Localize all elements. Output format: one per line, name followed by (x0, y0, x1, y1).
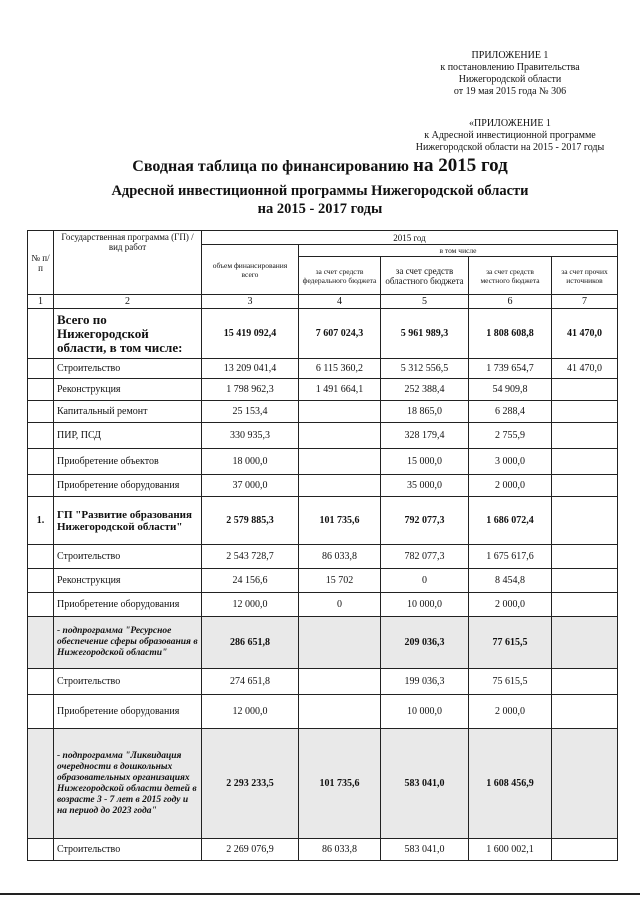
cell-local: 8 454,8 (469, 569, 552, 593)
row-no (28, 309, 54, 359)
cell-other (552, 695, 618, 729)
table-row (28, 617, 618, 669)
col-header-other: за счет прочих источников (552, 257, 618, 295)
table-row (28, 593, 618, 617)
col-number: 2 (54, 295, 202, 309)
cell-total: 24 156,6 (202, 569, 299, 593)
appendix-line: к Адресной инвестиционной программе (424, 130, 596, 141)
cell-regional: 252 388,4 (381, 379, 469, 401)
cell-other (552, 569, 618, 593)
row-no (28, 449, 54, 475)
col-number: 5 (381, 295, 469, 309)
cell-total: 286 651,8 (202, 617, 299, 669)
cell-total: 12 000,0 (202, 593, 299, 617)
title-year: на 2015 год (413, 155, 508, 176)
appendix-line: к постановлению Правительства (440, 62, 580, 73)
cell-local: 1 686 072,4 (469, 497, 552, 545)
cell-other (552, 729, 618, 839)
col-number: 6 (469, 295, 552, 309)
cell-regional: 199 036,3 (381, 669, 469, 695)
cell-total: 2 293 233,5 (202, 729, 299, 839)
cell-federal: 86 033,8 (299, 545, 381, 569)
row-name: Реконструкция (54, 379, 202, 401)
row-no (28, 475, 54, 497)
cell-other (552, 617, 618, 669)
table-row (28, 695, 618, 729)
table-row (28, 449, 618, 475)
cell-other (552, 545, 618, 569)
table-row (28, 423, 618, 449)
table-row (28, 359, 618, 379)
cell-local: 1 808 608,8 (469, 309, 552, 359)
row-name: Приобретение объектов (54, 449, 202, 475)
cell-total: 330 935,3 (202, 423, 299, 449)
cell-total: 1 798 962,3 (202, 379, 299, 401)
row-name: Реконструкция (54, 569, 202, 593)
row-no (28, 379, 54, 401)
page-title (40, 155, 600, 176)
col-header-local: за счет средств местного бюджета (469, 257, 552, 295)
row-name: Строительство (54, 545, 202, 569)
row-no (28, 423, 54, 449)
row-name: Капитальный ремонт (54, 401, 202, 423)
cell-total: 2 543 728,7 (202, 545, 299, 569)
cell-federal (299, 401, 381, 423)
cell-regional: 15 000,0 (381, 449, 469, 475)
cell-local: 2 755,9 (469, 423, 552, 449)
col-header-total: объем финансирования всего (202, 245, 299, 295)
cell-regional: 10 000,0 (381, 695, 469, 729)
cell-other (552, 839, 618, 861)
row-name: ПИР, ПСД (54, 423, 202, 449)
cell-total: 2 269 076,9 (202, 839, 299, 861)
cell-federal: 6 115 360,2 (299, 359, 381, 379)
cell-total: 18 000,0 (202, 449, 299, 475)
row-name: Приобретение оборудования (54, 593, 202, 617)
cell-federal: 1 491 664,1 (299, 379, 381, 401)
row-name: Приобретение оборудования (54, 475, 202, 497)
cell-federal (299, 669, 381, 695)
cell-local: 1 600 002,1 (469, 839, 552, 861)
cell-local: 77 615,5 (469, 617, 552, 669)
cell-federal (299, 475, 381, 497)
cell-total: 13 209 041,4 (202, 359, 299, 379)
cell-local: 2 000,0 (469, 593, 552, 617)
cell-regional: 782 077,3 (381, 545, 469, 569)
cell-other (552, 497, 618, 545)
col-number: 3 (202, 295, 299, 309)
cell-other (552, 593, 618, 617)
subtitle-line: на 2015 - 2017 годы (257, 201, 383, 217)
table-row (28, 475, 618, 497)
row-no (28, 695, 54, 729)
page-subtitle (40, 182, 600, 218)
cell-local: 54 909,8 (469, 379, 552, 401)
col-header-program: Государственная программа (ГП) / вид работ (54, 231, 202, 295)
cell-regional: 5 961 989,3 (381, 309, 469, 359)
cell-other (552, 423, 618, 449)
cell-total: 37 000,0 (202, 475, 299, 497)
col-number: 4 (299, 295, 381, 309)
cell-regional: 5 312 556,5 (381, 359, 469, 379)
cell-federal (299, 449, 381, 475)
cell-local: 1 608 456,9 (469, 729, 552, 839)
appendix-header (395, 50, 625, 98)
cell-federal (299, 617, 381, 669)
cell-federal: 15 702 (299, 569, 381, 593)
row-name: ГП "Развитие образования Нижегородской области" (54, 497, 202, 545)
cell-federal: 101 735,6 (299, 729, 381, 839)
table-row (28, 569, 618, 593)
cell-local: 75 615,5 (469, 669, 552, 695)
title-text: Сводная таблица по финансированию (132, 158, 414, 175)
row-no (28, 729, 54, 839)
cell-other (552, 379, 618, 401)
table-row (28, 839, 618, 861)
cell-federal (299, 695, 381, 729)
cell-federal: 86 033,8 (299, 839, 381, 861)
col-number: 1 (28, 295, 54, 309)
cell-total: 274 651,8 (202, 669, 299, 695)
cell-total: 25 153,4 (202, 401, 299, 423)
appendix-line: Нижегородской области на 2015 - 2017 годы (415, 142, 605, 153)
appendix-line: «ПРИЛОЖЕНИЕ 1 (469, 118, 551, 129)
table-row (28, 545, 618, 569)
cell-other (552, 475, 618, 497)
table-row (28, 401, 618, 423)
row-no (28, 545, 54, 569)
appendix-line: от 19 мая 2015 года № 306 (453, 86, 567, 97)
cell-regional: 18 865,0 (381, 401, 469, 423)
financing-table (27, 230, 618, 861)
row-name: - подпрограмма "Ликвидация очередности в дошкольных образовательных организациях Нижегородской области детей в возрасте 3 - 7 лет в 2015 году и на период до 2023 года" (54, 729, 202, 839)
cell-total: 12 000,0 (202, 695, 299, 729)
cell-regional: 583 041,0 (381, 729, 469, 839)
cell-local: 3 000,0 (469, 449, 552, 475)
cell-total: 15 419 092,4 (202, 309, 299, 359)
cell-federal: 0 (299, 593, 381, 617)
row-no (28, 617, 54, 669)
row-name: Всего по Нижегородской области, в том числе: (54, 309, 202, 359)
col-header-regional: за счет средств областного бюджета (381, 257, 469, 295)
cell-total: 2 579 885,3 (202, 497, 299, 545)
appendix-program-header (395, 118, 625, 154)
cell-local: 6 288,4 (469, 401, 552, 423)
cell-local: 1 675 617,6 (469, 545, 552, 569)
cell-federal: 101 735,6 (299, 497, 381, 545)
cell-other (552, 401, 618, 423)
row-no (28, 569, 54, 593)
cell-local: 1 739 654,7 (469, 359, 552, 379)
row-name: - подпрограмма "Ресурсное обеспечение сферы образования в Нижегородской области" (54, 617, 202, 669)
row-name: Строительство (54, 669, 202, 695)
cell-other (552, 669, 618, 695)
row-no (28, 401, 54, 423)
cell-regional: 328 179,4 (381, 423, 469, 449)
appendix-line: Нижегородской области (458, 74, 562, 85)
cell-regional: 0 (381, 569, 469, 593)
cell-other: 41 470,0 (552, 309, 618, 359)
cell-local: 2 000,0 (469, 695, 552, 729)
row-name: Строительство (54, 839, 202, 861)
col-header-federal: за счет средств федерального бюджета (299, 257, 381, 295)
col-header-year: 2015 год (202, 231, 618, 245)
cell-regional: 792 077,3 (381, 497, 469, 545)
row-name: Строительство (54, 359, 202, 379)
table-row (28, 729, 618, 839)
row-no (28, 669, 54, 695)
col-header-no: № п/п (28, 231, 54, 295)
col-header-including: в том числе (299, 245, 618, 257)
cell-regional: 35 000,0 (381, 475, 469, 497)
page-bottom-rule (0, 893, 640, 895)
row-no (28, 839, 54, 861)
cell-regional: 209 036,3 (381, 617, 469, 669)
cell-regional: 583 041,0 (381, 839, 469, 861)
table-row (28, 379, 618, 401)
subtitle-line: Адресной инвестиционной программы Нижегородской области (111, 183, 529, 199)
row-no: 1. (28, 497, 54, 545)
table-row (28, 497, 618, 545)
appendix-line: ПРИЛОЖЕНИЕ 1 (471, 50, 549, 61)
cell-federal: 7 607 024,3 (299, 309, 381, 359)
cell-other (552, 449, 618, 475)
table-row (28, 669, 618, 695)
cell-regional: 10 000,0 (381, 593, 469, 617)
cell-local: 2 000,0 (469, 475, 552, 497)
row-no (28, 359, 54, 379)
cell-federal (299, 423, 381, 449)
table-row (28, 309, 618, 359)
cell-other: 41 470,0 (552, 359, 618, 379)
row-no (28, 593, 54, 617)
row-name: Приобретение оборудования (54, 695, 202, 729)
col-number: 7 (552, 295, 618, 309)
